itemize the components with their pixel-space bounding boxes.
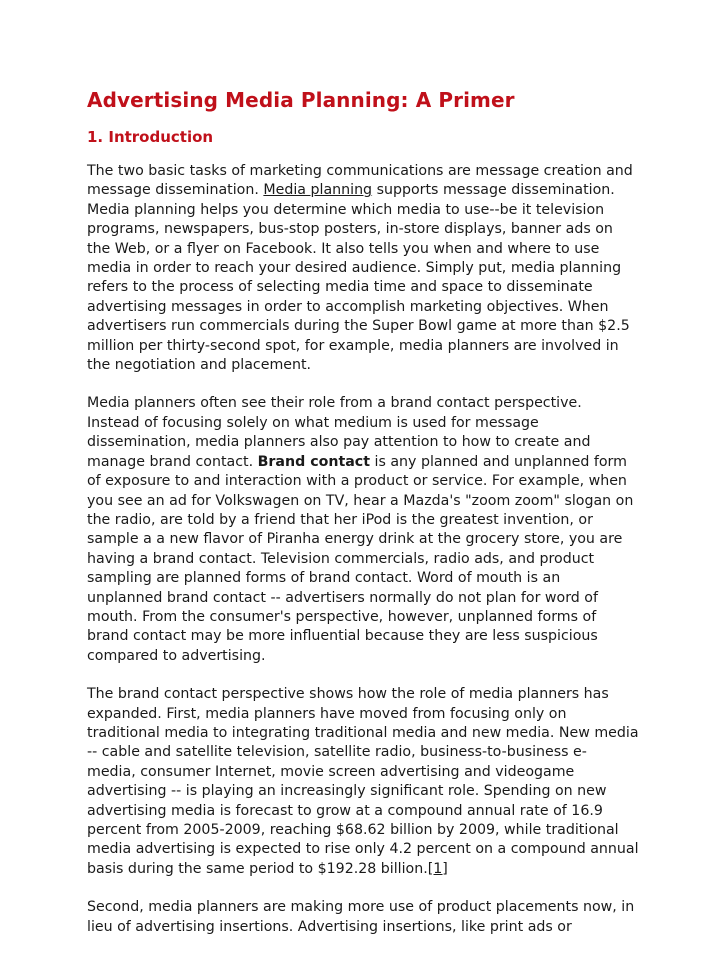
paragraph-2-line: mouth. From the consumer's perspective, however, unplanned forms of [87, 608, 597, 625]
paragraph-2-line: Media planners often see their role from a brand contact perspective. [87, 395, 582, 412]
paragraph-1-line [87, 181, 647, 200]
paragraph-1-line: advertisers run commercials during the Super Bowl game at more than $2.5 [87, 318, 630, 335]
paragraph-2-line: dissemination, media planners also pay attention to how to create and [87, 434, 591, 451]
paragraph-3-line: advertising media is forecast to grow at a compound annual rate of 16.9 [87, 802, 603, 819]
paragraph-1-line: refers to the process of selecting media time and space to disseminate [87, 279, 593, 296]
paragraph-1-line: media in order to reach your desired audience. Simply put, media planning [87, 260, 622, 277]
document-title: Advertising Media Planning: A Primer [87, 88, 515, 112]
paragraph-2-line: of exposure to and interaction with a product or service. For example, when [87, 473, 627, 490]
paragraph-1-line: million per thirty-second spot, for example, media planners are involved in [87, 337, 619, 354]
paragraph-4-line: lieu of advertising insertions. Advertising insertions, like print ads or [87, 918, 572, 935]
paragraph-1-line: Media planning helps you determine which media to use--be it television [87, 201, 605, 218]
paragraph-3-line: traditional media to integrating traditional media and new media. New media [87, 724, 639, 741]
section-heading-introduction: 1. Introduction [87, 128, 214, 146]
paragraph-3-line: percent from 2005-2009, reaching $68.62 billion by 2009, while traditional [87, 822, 619, 838]
brand-contact-term: Brand contact [257, 453, 370, 470]
text-span: supports message dissemination. [372, 182, 615, 199]
paragraph-3-line [87, 860, 647, 879]
text-span: basis during the same period to $192.28 billion. [87, 860, 428, 877]
footnote-1-link[interactable]: [1] [427, 860, 448, 877]
paragraph-4-line: Second, media planners are making more use of product placements now, in [87, 899, 635, 916]
paragraph-2-line: unplanned brand contact -- advertisers normally do not plan for word of [87, 589, 598, 606]
paragraph-2-line: sampling are planned forms of brand contact. Word of mouth is an [87, 570, 561, 587]
paragraph-2 [87, 394, 647, 666]
paragraph-3-line: -- cable and satellite television, satellite radio, business-to-business e- [87, 744, 587, 761]
paragraph-2-line: having a brand contact. Television commercials, radio ads, and product [87, 550, 595, 567]
paragraph-3-line: media advertising is expected to rise only 4.2 percent on a compound annual [87, 841, 639, 858]
paragraph-4 [87, 898, 647, 937]
paragraph-1-line: the Web, or a flyer on Facebook. It also tells you when and where to use [87, 240, 600, 257]
paragraph-3-line: media, consumer Internet, movie screen advertising and videogame [87, 763, 575, 780]
paragraph-3-line: The brand contact perspective shows how the role of media planners has [87, 686, 609, 703]
paragraph-3-line: expanded. First, media planners have moved from focusing only on [87, 705, 567, 722]
media-planning-link[interactable]: Media planning [263, 182, 373, 199]
document-body [87, 86, 647, 956]
paragraph-1-line: programs, newspapers, bus-stop posters, in-store displays, banner ads on [87, 221, 613, 238]
text-span: message dissemination. [87, 182, 264, 199]
paragraph-2-line: sample a a new flavor of Piranha energy drink at the grocery store, you are [87, 531, 623, 548]
paragraph-2-line: compared to advertising. [87, 647, 266, 664]
paragraph-1 [87, 162, 647, 375]
text-span: manage brand contact. [87, 453, 258, 470]
paragraph-2-line [87, 453, 647, 472]
paragraph-2-line: brand contact may be more influential because they are less suspicious [87, 628, 598, 645]
paragraph-1-line: The two basic tasks of marketing communications are message creation and [87, 163, 633, 179]
paragraph-1-line: advertising messages in order to accomplish marketing objectives. When [87, 298, 609, 315]
paragraph-3-line: advertising -- is playing an increasingly significant role. Spending on new [87, 783, 607, 800]
paragraph-1-line: the negotiation and placement. [87, 357, 312, 374]
paragraph-2-line: Instead of focusing solely on what medium is used for message [87, 414, 539, 431]
paragraph-2-line: you see an ad for Volkswagen on TV, hear a Mazda's "zoom zoom" slogan on [87, 492, 634, 509]
paragraph-3 [87, 685, 647, 879]
paragraph-2-line: the radio, are told by a friend that her iPod is the greatest invention, or [87, 511, 593, 528]
text-span: is any planned and unplanned form [370, 453, 627, 470]
